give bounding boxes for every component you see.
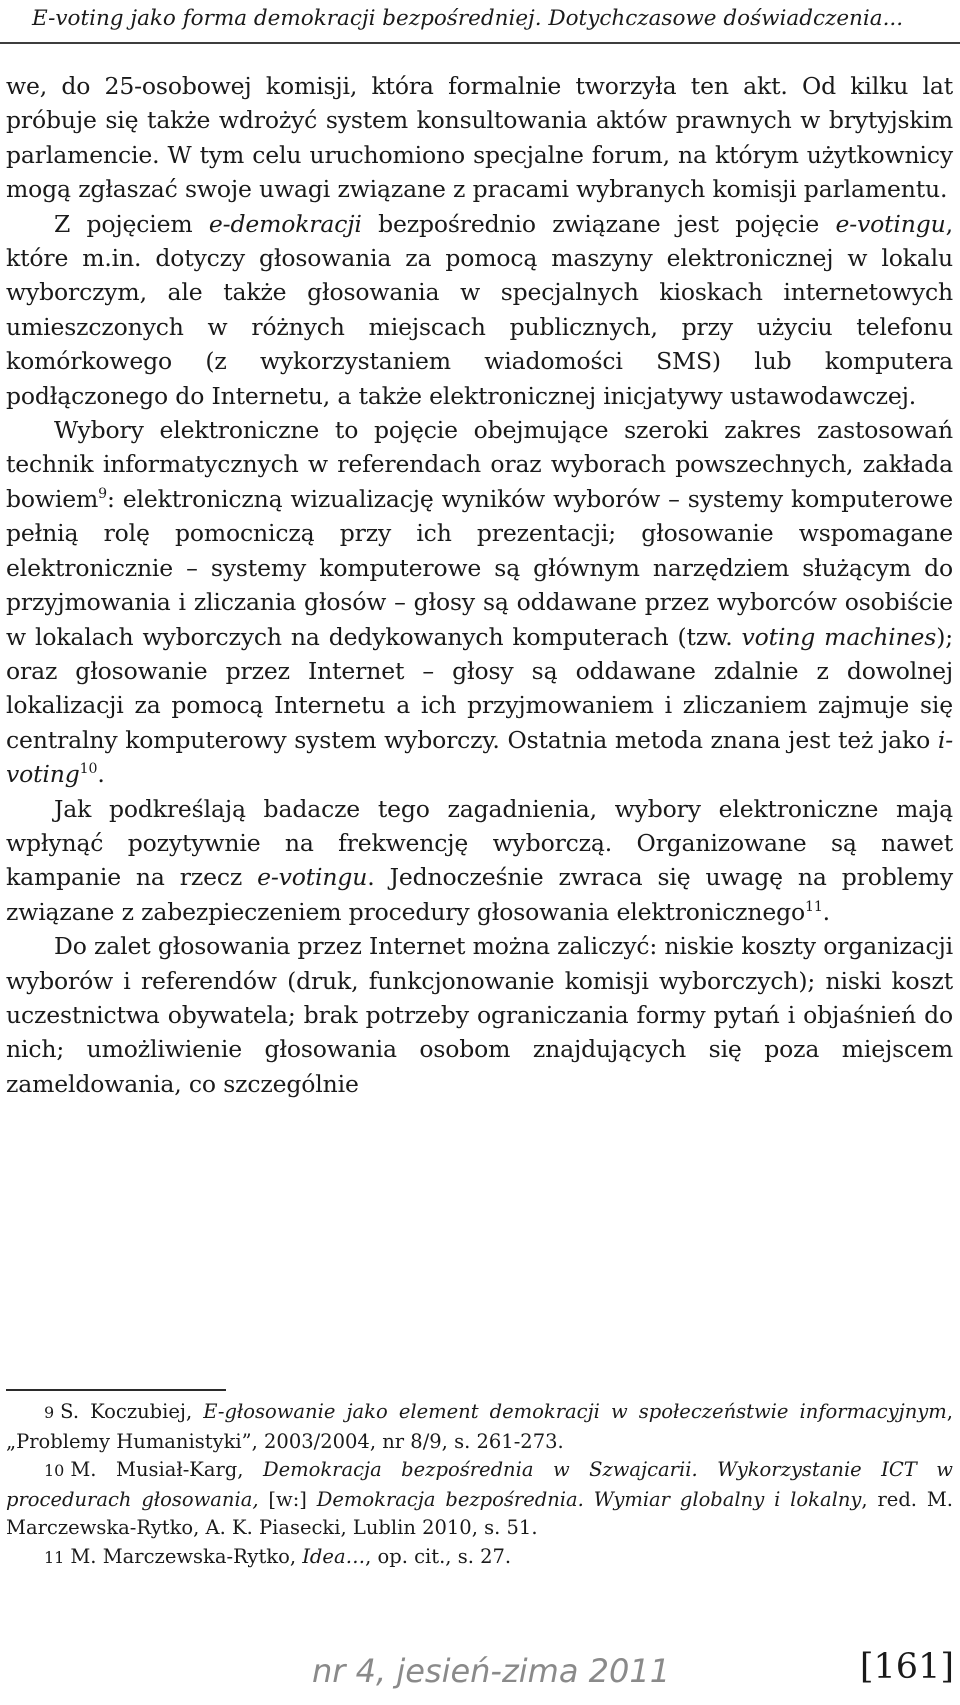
footnote-11 <box>6 1543 953 1573</box>
paragraph-2-text-a: Z pojęciem <box>54 209 209 238</box>
paragraph-4 <box>6 792 953 930</box>
paragraph-3 <box>6 413 953 791</box>
paragraph-3-text-b: : elektroniczną wizualizację wyników wyborów – systemy komputerowe pełnią rolę pomocniczą przy ich prezentacji; głosowanie wspomagane elektronicznie – systemy komputerowe są głównym narzędziem służącym do przyjmowania i zliczania głosów – głosy są oddawane przez wyborców osobiście w lokalach wyborczych na dedykowanych komputerach (tzw. <box>6 484 953 651</box>
footnote-ref-9[interactable]: 9 <box>98 486 107 503</box>
footnote-ref-10[interactable]: 10 <box>79 761 98 778</box>
footnote-11-author: M. Marczewska-Rytko, <box>70 1544 303 1568</box>
term-i-voting: i-voting <box>6 725 953 789</box>
footnote-9-number: 9 <box>44 1403 55 1422</box>
term-e-democracy: e-demokracji <box>208 209 362 238</box>
term-voting-machines: voting machines <box>741 622 937 651</box>
footnote-ref-11[interactable]: 11 <box>805 898 823 915</box>
footnotes <box>6 1398 953 1572</box>
header-divider <box>0 42 960 44</box>
journal-issue: nr 4, jesień-zima 2011 <box>312 1652 671 1690</box>
footnote-9 <box>6 1398 953 1456</box>
footnote-11-number: 11 <box>44 1547 65 1567</box>
paragraph-5: Do zalet głosowania przez Internet można zaliczyć: niskie koszty organizacji wyborów i referendów (druk, funkcjonowanie komisji wyborczych); niski koszt uczestnictwa obywatela; brak potrzeby ograniczania formy pytań i objaśnień do nich; umożliwienie głosowania osobom znajdujących się poza miejscem zameldowania, co szczególnie <box>6 932 953 1098</box>
paragraph-4-text-d: . <box>822 897 830 926</box>
footnote-10 <box>6 1456 953 1543</box>
paragraph-1: we, do 25-osobowej komisji, która formalnie tworzyła ten akt. Od kilku lat próbuje się także wdrożyć system konsultowania aktów prawnych w brytyjskim parlamencie. W tym celu uruchomiono specjalne forum, na którym użytkownicy mogą zgłaszać swoje uwagi związane z pracami wybranych komisji parlamentu. <box>6 72 953 204</box>
paragraph-4-text-c: . Jednocześnie zwraca się uwagę na problemy związane z zabezpieczeniem procedury głosowania elektronicznego <box>6 863 953 926</box>
footnote-10-title: Demokracja bezpośrednia w Szwajcarii. Wykorzystanie ICT w procedurach głosowania, <box>6 1458 953 1511</box>
footnote-10-number: 10 <box>44 1461 65 1480</box>
paragraph-2 <box>6 207 953 413</box>
footnote-divider <box>6 1389 226 1391</box>
paragraph-3-text-f: . <box>97 760 105 789</box>
running-header: E-voting jako forma demokracji bezpośredniej. Dotychczasowe doświadczenia... <box>32 6 904 31</box>
term-e-voting-2: e-votingu <box>257 863 368 892</box>
term-e-voting: e-votingu <box>835 209 946 238</box>
footnote-10-book: Demokracja bezpośrednia. Wymiar globalny i lokalny <box>316 1487 862 1511</box>
footnote-11-source: , op. cit., s. 27. <box>365 1544 512 1568</box>
footnote-9-author: S. Koczubiej, <box>60 1400 204 1423</box>
footnote-9-title: E-głosowanie jako element demokracji w społeczeństwie informacyjnym <box>203 1400 947 1423</box>
footnote-11-title: Idea… <box>302 1544 366 1568</box>
footnote-9-source: , „Problemy Humanistyki”, 2003/2004, nr 8/9, s. 261-273. <box>6 1400 953 1453</box>
footnote-10-source: , red. M. Marczewska-Rytko, A. K. Piasecki, Lublin 2010, s. 51. <box>6 1487 954 1539</box>
page-number: [161] <box>859 1647 954 1687</box>
main-text <box>6 69 953 1101</box>
footnote-10-in: [w:] <box>258 1487 317 1511</box>
paragraph-3-text-d: ); oraz głosowanie przez Internet – głosy są oddawane zdalnie z dowolnej lokalizacji za pomocą Internetu a ich przyjmowaniem i zliczaniem zajmuje się centralny komputerowy system wyborczy. Ostatnia metoda znana jest też jako <box>6 622 953 754</box>
paragraph-2-text-c: bezpośrednio związane jest pojęcie <box>361 209 836 238</box>
paragraph-2-text-e: , które m.in. dotyczy głosowania za pomocą maszyny elektronicznej w lokalu wyborczym, ale także głosowania w specjalnych kioskach internetowych umieszczonych w różnych miejscach publicznych, przy użyciu telefonu komórkowego (z wykorzystaniem wiadomości SMS) lub komputera podłączonego do Internetu, a także elektronicznej inicjatywy ustawodawczej. <box>6 209 953 410</box>
paragraph-3-text-a: Wybory elektroniczne to pojęcie obejmujące szeroki zakres zastosowań technik informatycznych w referendach oraz wyborach powszechnych, zakłada bowiem <box>6 416 953 513</box>
paragraph-4-text-a: Jak podkreślają badacze tego zagadnienia, wybory elektroniczne mają wpłynąć pozytywnie na frekwencję wyborczą. Organizowane są nawet kampanie na rzecz <box>6 794 953 892</box>
footnote-10-author: M. Musiał-Karg, <box>70 1458 263 1481</box>
